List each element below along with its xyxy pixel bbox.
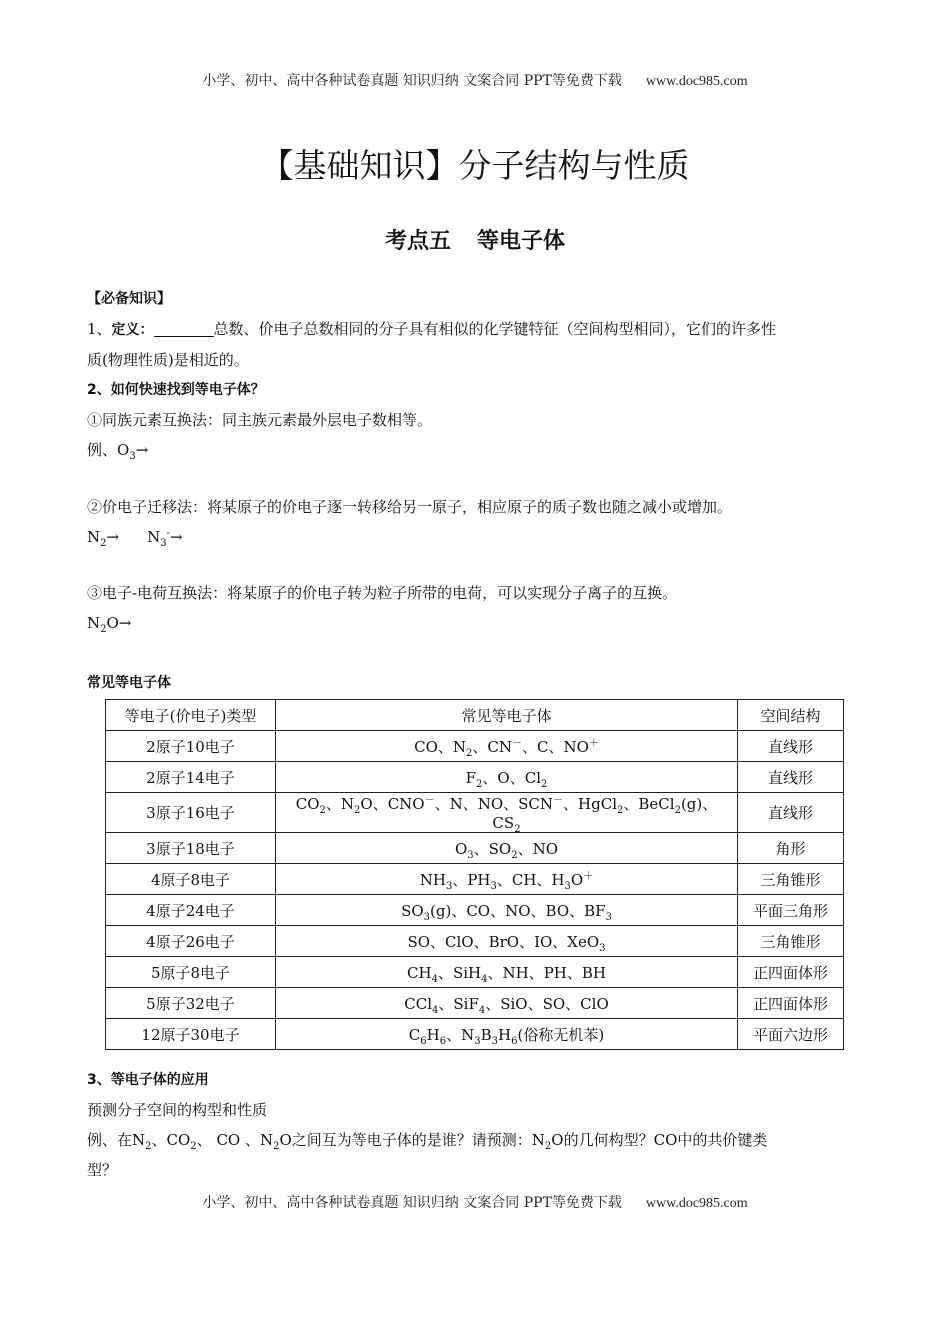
- page-header: [0, 70, 950, 90]
- page-subtitle: [0, 224, 950, 255]
- method-2-block: [87, 492, 867, 552]
- footer-site: www.doc985.com: [645, 1196, 748, 1211]
- method-1-example: 例、$O_3\to$: [87, 441, 149, 462]
- isoelectronic-table: [105, 699, 844, 1050]
- subtitle-part-a: 考点五: [384, 229, 451, 254]
- table-row: 12原子30电子 $C_6H_6$、$N_3B_3H_6$(俗称无机苯) 平面六边形: [106, 1019, 844, 1050]
- application-line-1: 预测分子空间的构型和性质: [87, 1101, 268, 1119]
- page-title: 【基础知识】分子结构与性质: [260, 146, 690, 185]
- method-2: ②价电子迁移法：将某原子的价电子逐一转移给另一原子，相应原子的质子数也随之减小或增加。: [87, 498, 733, 516]
- section-label: 【必备知识】: [87, 291, 171, 307]
- table-row: 2原子14电子 $F_2$、O、$Cl_2$ 直线形: [106, 762, 844, 793]
- header-text: 小学、初中、高中各种试卷真题 知识归纳 文案合同 PPT等免费下载: [202, 73, 622, 89]
- method-3-block: [87, 578, 867, 638]
- table-title: 常见等电子体: [87, 675, 171, 691]
- definition-line: 1、定义： 总数、价电子总数相同的分子具有相似的化学键特征（空间构型相同），它们的许多性: [87, 320, 777, 338]
- footer-text: 小学、初中、高中各种试卷真题 知识归纳 文案合同 PPT等免费下载: [202, 1195, 622, 1211]
- method-3: ③电子-电荷互换法：将某原子的价电子转为粒子所带的电荷，可以实现分子离子的互换。: [87, 584, 678, 602]
- table-row: 3原子18电子 $O_3$、$SO_2$、NO 角形: [106, 833, 844, 864]
- application-section: [87, 1065, 867, 1185]
- table-row: 4原子8电子 $NH_3$、$PH_3$、CH、$H_3O^+$ 三角锥形: [106, 864, 844, 895]
- page-footer: [0, 1192, 950, 1212]
- method-2-example: $N_2\to N_3^-\to$: [87, 528, 183, 549]
- table-row: 5原子32电子 CCl$_4$、SiF$_4$、SiO、SO、ClO 正四面体形: [106, 988, 844, 1019]
- definition-blank: [154, 319, 214, 337]
- header-species: 常见等电子体: [276, 700, 738, 731]
- method-3-example: $N_2O\to$: [87, 614, 132, 635]
- table-row: 4原子26电子 SO、ClO、BrO、IO、XeO$_3$ 三角锥形: [106, 926, 844, 957]
- definition-label: 定义：: [111, 322, 154, 338]
- application-example: 例、在$N_2$、$CO_2$、 CO 、$N_2O$之间互为等电子体的是谁？请预测：$N_2O$的几何构型？CO中的共价键类: [87, 1131, 768, 1152]
- table-row: 2原子10电子 CO、$N_2$、CN－、C、NO＋ 直线形: [106, 731, 844, 762]
- definition-cont: 质(物理性质)是相近的。: [87, 351, 249, 369]
- header-type: 等电子(价电子)类型: [106, 700, 276, 731]
- table-row: 3原子16电子 $CO_2$、$N_2O$、CNO－、N、NO、SCN－、HgCl$_2$、BeCl$_2$(g)、$CS_2$ 直线形: [106, 793, 844, 833]
- table-header-row: [106, 700, 844, 731]
- method-1: ①同族元素互换法：同主族元素最外层电子数相等。: [87, 411, 433, 429]
- header-shape: 空间结构: [738, 700, 844, 731]
- question-2: 2、如何快速找到等电子体？: [87, 382, 265, 398]
- table-row: 4原子24电子 $SO_3(g)$、CO、NO、BO、$BF_3$ 平面三角形: [106, 895, 844, 926]
- application-example-cont: 型？: [87, 1161, 118, 1179]
- question-3: 3、等电子体的应用: [87, 1072, 209, 1088]
- table-row: 5原子8电子 $CH_4$、SiH$_4$、NH、PH、BH 正四面体形: [106, 957, 844, 988]
- header-site: www.doc985.com: [645, 74, 748, 89]
- subtitle-part-b: 等电子体: [477, 229, 566, 254]
- knowledge-section: [87, 284, 867, 465]
